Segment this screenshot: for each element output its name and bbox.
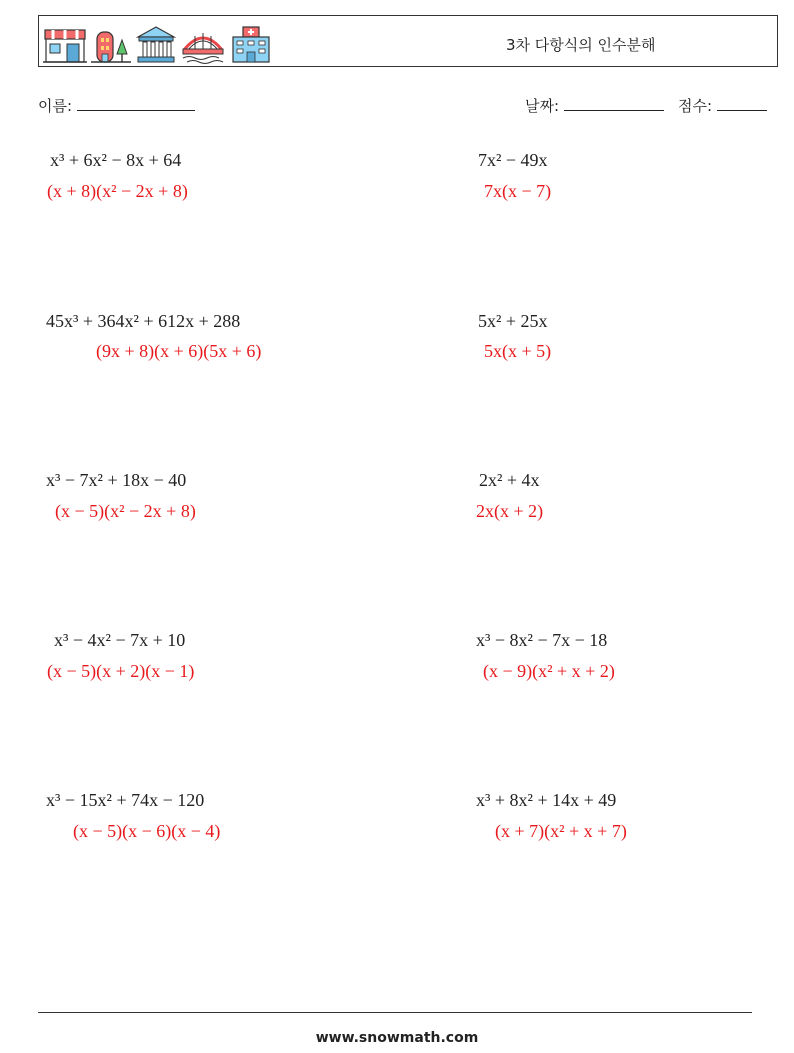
name-label: 이름:	[38, 97, 73, 115]
problem-10: x³ + 8x² + 14x + 49	[476, 790, 617, 810]
hospital-icon	[229, 24, 273, 64]
answer-3: (9x + 8)(x + 6)(5x + 6)	[96, 341, 262, 361]
problem-8: x³ − 8x² − 7x − 18	[476, 630, 608, 650]
answer-4: 5x(x + 5)	[484, 341, 552, 361]
problem-9: x³ − 15x² + 74x − 120	[46, 790, 205, 810]
problem-4: 5x² + 25x	[478, 311, 548, 331]
worksheet-title: 3차 다항식의 인수분해	[506, 36, 656, 54]
answer-9: (x − 5)(x − 6)(x − 4)	[73, 821, 221, 841]
answer-6: 2x(x + 2)	[476, 501, 544, 521]
footer-divider	[38, 1012, 752, 1013]
answer-5: (x − 5)(x² − 2x + 8)	[55, 501, 196, 521]
name-field	[38, 95, 195, 116]
answer-1: (x + 8)(x² − 2x + 8)	[47, 181, 188, 201]
score-blank[interactable]	[717, 96, 767, 111]
date-blank[interactable]	[564, 96, 664, 111]
problem-7: x³ − 4x² − 7x + 10	[54, 630, 186, 650]
house-tree-icon	[91, 24, 131, 64]
header-icons	[43, 20, 273, 64]
answer-10: (x + 7)(x² + x + 7)	[495, 821, 627, 841]
answer-2: 7x(x − 7)	[484, 181, 552, 201]
museum-icon	[135, 24, 177, 64]
score-field	[678, 95, 767, 116]
worksheet-header	[38, 15, 778, 67]
bridge-icon	[181, 24, 225, 64]
problem-5: x³ − 7x² + 18x − 40	[46, 470, 187, 490]
answer-7: (x − 5)(x + 2)(x − 1)	[47, 661, 195, 681]
problem-2: 7x² − 49x	[478, 150, 548, 170]
date-label: 날짜:	[525, 97, 560, 115]
shop-icon	[43, 24, 87, 64]
date-field	[525, 95, 664, 116]
name-blank[interactable]	[77, 96, 195, 111]
answer-8: (x − 9)(x² + x + 2)	[483, 661, 615, 681]
footer-website[interactable]: www.snowmath.com	[315, 1030, 479, 1046]
score-label: 점수:	[678, 97, 713, 115]
problem-1: x³ + 6x² − 8x + 64	[50, 150, 182, 170]
problem-3: 45x³ + 364x² + 612x + 288	[46, 311, 241, 331]
problem-6: 2x² + 4x	[479, 470, 540, 490]
